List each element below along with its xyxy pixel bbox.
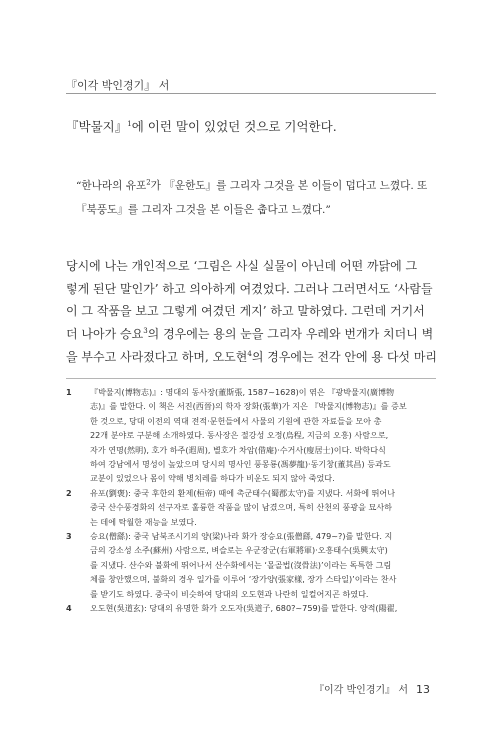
body-text: 의 경우에는 전각 안에 용 다섯 마리 — [251, 349, 438, 364]
footnote-line: 승요(僧繇): 중국 남북조시기의 양(梁)나라 화가 장승요(張僧繇, 479~?)를 말한다. 지 — [90, 531, 393, 542]
body-line: 이 그 작품을 보고 그렇게 여겼던 게지’ 하고 말하였다. 그런데 거기서 — [66, 304, 425, 319]
footnote-1 — [66, 385, 448, 486]
footnote-line: 를 지냈다. 산수와 불화에 뛰어나서 산수화에서는 ‘몰골법(沒骨法)’이라는 독특한 그림 — [90, 559, 392, 570]
lead-text-pre: 『박물지』 — [66, 119, 128, 134]
header-rule — [66, 93, 436, 94]
footnote-line: 오도현(吳道玄): 당대의 유명한 화가 오도자(吳道子, 680?~759)를 말한다. 양적(陽翟, — [90, 603, 398, 614]
footnote-line: 志)』를 말한다. 이 책은 서진(西晉)의 학자 장화(張華)가 지은 『박물지(博物志)』를 증보 — [90, 401, 407, 412]
footnote-ref-3: 3 — [143, 327, 148, 336]
footnote-line: 를 받기도 하였다. 중국이 비슷하여 당대의 오도현과 나란히 일컬어지곤 하였다. — [90, 588, 369, 599]
body-text: 을 부수고 사라졌다고 하며, 오도현 — [66, 349, 248, 364]
body-text: 의 경우에는 용의 눈을 그리자 우레와 번개가 치더니 벽 — [147, 327, 434, 342]
footnote-line: 중국 산수풍경화의 선구자로 훌륭한 작품을 많이 남겼으며, 특히 산천의 풍광을 묘사하 — [90, 502, 392, 513]
footnote-number: 3 — [66, 531, 72, 542]
footnote-2 — [66, 486, 448, 529]
footnote-ref-1: 1 — [127, 119, 132, 128]
body-line — [66, 323, 448, 346]
quote-line — [76, 174, 446, 198]
quote-line: 『북풍도』를 그리자 그것을 본 이들은 춥다고 느꼈다.” — [76, 204, 331, 216]
footnote-line: 는 데에 탁월한 재능을 보였다. — [90, 516, 197, 527]
footnote-line: 금의 강소성 소주(蘇州) 사람으로, 벼슬로는 우군장군(右軍將軍)·오흥태수(吳興太守) — [90, 545, 388, 556]
body-line: 렇게 된단 말인가’ 하고 의아하게 여겼었다. 그러나 그러면서도 ‘사람들 — [66, 281, 433, 296]
footnotes — [66, 385, 448, 616]
block-quote — [76, 174, 446, 222]
footnote-ref-2: 2 — [146, 178, 151, 187]
body-line — [66, 346, 448, 369]
footnote-line: 체를 창안했으며, 불화의 경우 일가를 이루어 ‘장가양(張家樣, 장가 스타일)’이라는 찬사 — [90, 574, 397, 585]
footer-running-title: 『이각 박인경기』 서 — [314, 685, 408, 696]
running-head: 『이각 박인경기』 서 — [66, 79, 170, 92]
page-footer — [314, 681, 430, 696]
quote-text: 가 『운한도』를 그리자 그것을 본 이들이 덥다고 느꼈다. 또 — [150, 180, 428, 192]
footnote-3 — [66, 529, 448, 601]
footnote-line: 22개 분야로 구분해 소개하였다. 동사장은 절강성 오정(烏程, 지금의 오흥) 사람으로, — [90, 430, 389, 441]
footnote-number: 1 — [66, 387, 72, 397]
footnote-line: 유포(劉褒): 중국 후한의 환제(桓帝) 때에 촉군태수(蜀郡太守)를 지냈다. 서화에 뛰어나 — [90, 487, 396, 498]
footnote-line: 한 것으로, 당대 이전의 역대 전적·문헌들에서 사물의 기원에 관한 자료들을 모아 총 — [90, 415, 382, 426]
footnote-number: 2 — [66, 487, 72, 498]
body-line: 당시에 나는 개인적으로 ‘그림은 사실 실물이 아닌데 어떤 까닭에 그 — [66, 259, 418, 273]
footnote-line: 자가 연명(然明), 호가 하주(遐周), 별호가 차암(借庵)·수거사(廋居士)이다. 박학다식 — [90, 444, 386, 455]
body-paragraph — [66, 255, 448, 369]
footnote-ref-4: 4 — [247, 349, 252, 358]
body-text: 더 나아가 승요 — [66, 327, 144, 342]
footnote-line: 교분이 있었으나 몸이 약해 병치레를 하다가 비운도 되지 않아 죽었다. — [90, 473, 335, 484]
footnote-rule — [66, 378, 436, 379]
lead-sentence — [66, 117, 446, 135]
footnote-line: 하여 강남에서 명성이 높았으며 당시의 명사인 풍몽룡(馮夢龍)·동기창(董其昌) 등과도 — [90, 459, 391, 470]
page-number: 13 — [416, 683, 430, 696]
footnote-4 — [66, 601, 448, 615]
lead-text-post: 에 이런 말이 있었던 것으로 기억한다. — [131, 119, 337, 134]
footnote-number: 4 — [66, 603, 72, 614]
quote-text: “한나라의 유포 — [76, 180, 147, 192]
footnote-line: 『박물지(博物志)』: 명대의 동사장(董斯張, 1587~1628)이 엮은 『광박물지(廣博物 — [90, 387, 395, 397]
